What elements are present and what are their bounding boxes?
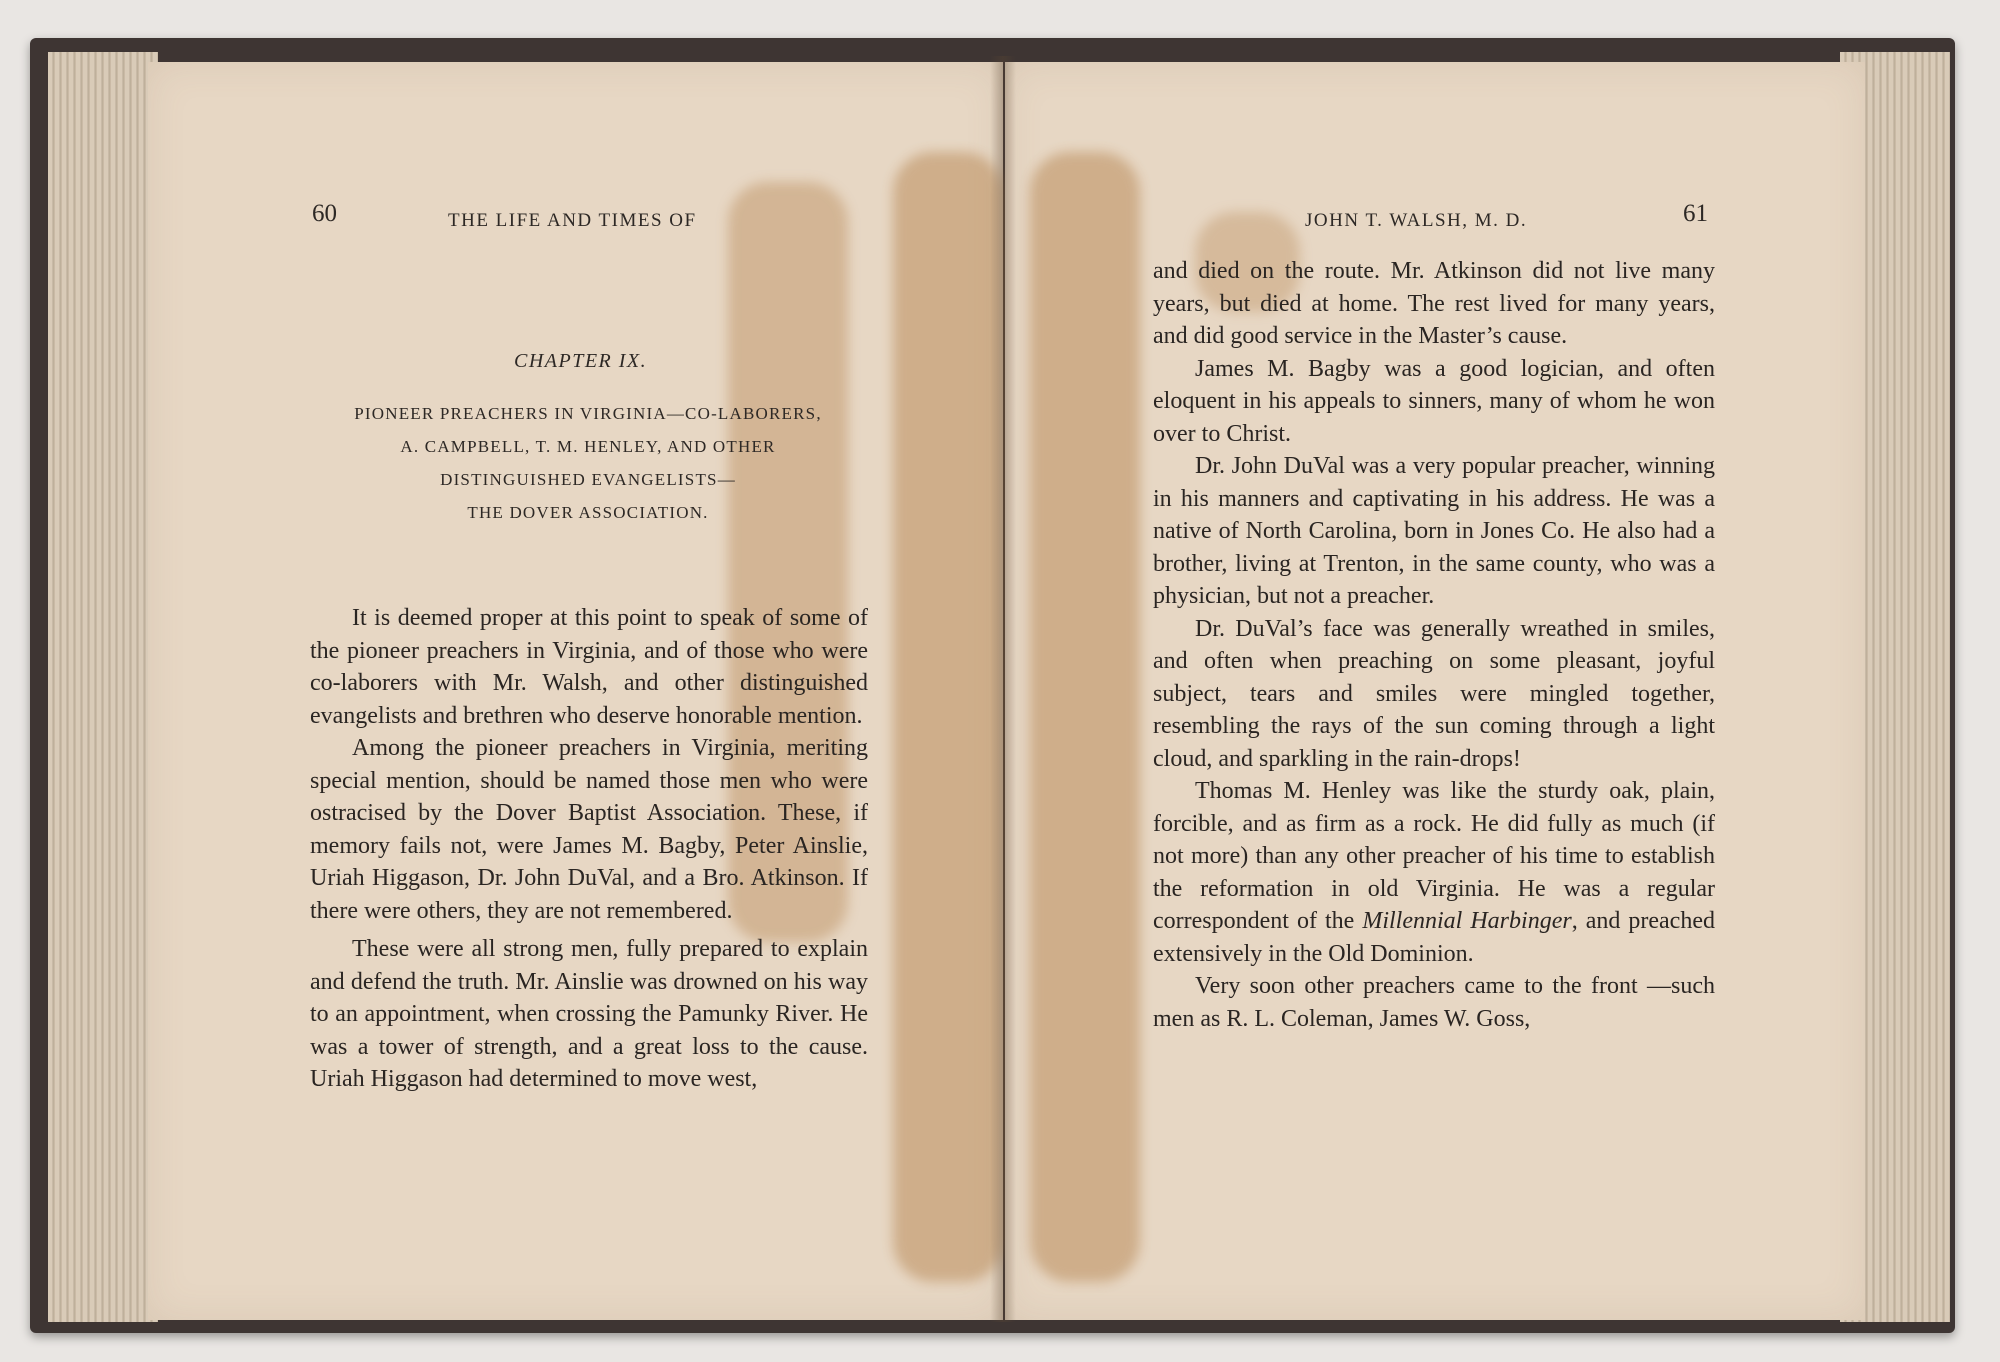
right-page-text <box>1153 255 1715 1035</box>
paragraph-text: Thomas M. Henley was like the sturdy oak, plain, forcible, and as firm as a rock. He did fully as much (if not more) than any other preacher of his time to establish the reformation in old Virginia. He was a regular correspondent of the <box>1153 778 1715 934</box>
chapter-summary <box>308 397 868 529</box>
running-head: JOHN T. WALSH, M. D. <box>1305 210 1528 231</box>
left-page-text <box>310 602 868 1096</box>
paragraph: Dr. John DuVal was a very popular preacher, winning in his manners and captivating in his address. He was a native of North Carolina, born in Jones Co. He also had a brother, living at Trenton, in the same county, who was a physician, but not a preacher. <box>1153 453 1715 609</box>
paragraph: Very soon other preachers came to the front —such men as R. L. Coleman, James W. Goss, <box>1153 973 1715 1032</box>
water-stain <box>1030 152 1140 1282</box>
water-stain <box>893 152 1003 1282</box>
summary-line: DISTINGUISHED EVANGELISTS— <box>440 470 736 489</box>
paragraph: Dr. DuVal’s face was generally wreathed in smiles, and often when preaching on some pleasant, joyful subject, tears and smiles were mingled together, resembling the rays of the sun coming through a light cloud, and sparkling in the rain-drops! <box>1153 615 1715 772</box>
summary-line: PIONEER PREACHERS IN VIRGINIA—CO-LABORERS, <box>354 404 822 423</box>
paragraph: James M. Bagby was a good logician, and often eloquent in his appeals to sinners, many of whom he won over to Christ. <box>1153 355 1715 447</box>
running-head: THE LIFE AND TIMES OF <box>448 210 697 231</box>
paragraph: These were all strong men, fully prepared to explain and defend the truth. Mr. Ainslie was drowned on his way to an appointment, when crossing the Pamunky River. He was a tower of strength, and a great loss to the cause. Uriah Higgason had determined to move west, <box>310 936 868 1092</box>
summary-line: A. CAMPBELL, T. M. HENLEY, AND OTHER <box>400 437 776 456</box>
summary-line: THE DOVER ASSOCIATION. <box>467 503 709 522</box>
paragraph-text: , and preached extensively in the Old Dominion. <box>1153 908 1715 967</box>
page-number: 60 <box>312 200 337 227</box>
paragraph <box>1153 775 1715 970</box>
paragraph: It is deemed proper at this point to speak of some of the pioneer preachers in Virginia, and of those who were co-laborers with Mr. Walsh, and other distinguished evangelists and brethren who deserve honorable mention. <box>310 605 868 729</box>
left-page-edges <box>48 52 158 1322</box>
left-page <box>148 62 1003 1320</box>
page-number: 61 <box>1683 200 1708 227</box>
right-page <box>1005 62 1865 1320</box>
paragraph: Among the pioneer preachers in Virginia, meriting special mention, should be named those men who were ostracised by the Dover Baptist Association. These, if memory fails not, were James M. Bagby, Peter Ainslie, Uriah Higgason, Dr. John DuVal, and a Bro. Atkinson. If there were others, they are not remembered. <box>310 735 868 924</box>
paragraph: and died on the route. Mr. Atkinson did not live many years, but died at home. The rest lived for many years, and did good service in the Master’s cause. <box>1153 258 1715 349</box>
chapter-heading: CHAPTER IX. <box>514 350 648 372</box>
book-gutter <box>990 56 1016 1322</box>
periodical-title: Millennial Harbinger <box>1362 908 1572 934</box>
